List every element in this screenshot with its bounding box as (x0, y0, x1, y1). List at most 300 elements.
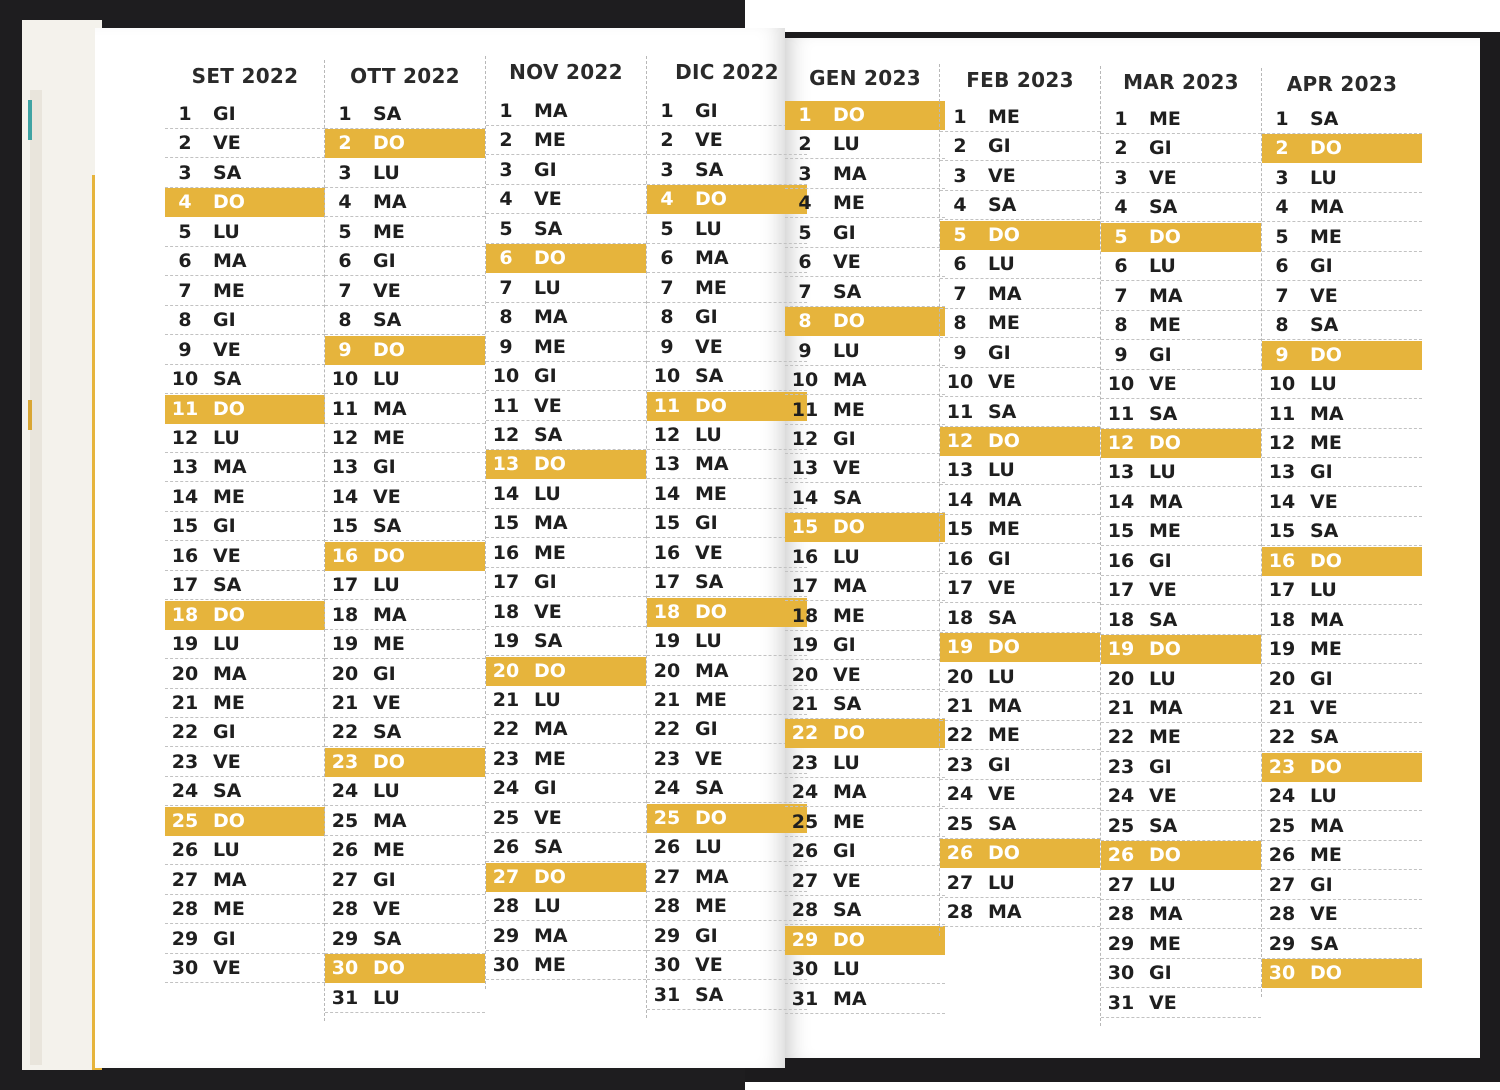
day-number: 30 (1268, 962, 1296, 985)
day-number: 23 (1268, 755, 1296, 778)
day-row (325, 866, 485, 895)
day-row (486, 922, 646, 951)
weekday-abbr: VE (213, 957, 241, 980)
day-row (785, 278, 945, 307)
day-row (165, 306, 325, 335)
weekday-abbr: MA (213, 662, 247, 685)
day-row (1262, 164, 1422, 193)
day-number: 5 (660, 217, 674, 240)
weekday-abbr: DO (534, 453, 566, 476)
day-number: 11 (1107, 402, 1135, 425)
day-number: 4 (178, 191, 192, 214)
day-row (647, 833, 807, 862)
day-row-sunday (1262, 547, 1422, 576)
weekday-abbr: VE (373, 692, 401, 714)
weekday-abbr: SA (213, 161, 242, 184)
day-number: 29 (492, 924, 520, 947)
weekday-abbr: ME (534, 541, 566, 564)
day-number: 26 (331, 839, 359, 862)
day-row (647, 863, 807, 892)
weekday-abbr: LU (1149, 461, 1176, 484)
weekday-abbr: ME (534, 954, 566, 977)
day-row (940, 604, 1100, 633)
weekday-abbr: VE (1149, 785, 1177, 808)
day-row (486, 421, 646, 450)
day-row (1101, 547, 1261, 576)
weekday-abbr: DO (213, 397, 245, 420)
weekday-abbr: ME (988, 724, 1020, 747)
day-number: 31 (653, 983, 681, 1006)
weekday-abbr: SA (695, 777, 724, 800)
day-number: 9 (178, 338, 192, 361)
day-number: 17 (1107, 579, 1135, 602)
day-row (486, 480, 646, 509)
weekday-abbr: SA (1149, 196, 1178, 219)
day-number: 15 (1268, 520, 1296, 543)
weekday-abbr: MA (534, 718, 568, 741)
day-row (785, 955, 945, 984)
day-number: 22 (653, 718, 681, 741)
day-row (940, 869, 1100, 898)
day-number: 19 (331, 633, 359, 656)
day-number: 11 (791, 398, 819, 421)
day-row (165, 542, 325, 571)
day-number: 9 (1114, 343, 1128, 366)
day-row (486, 126, 646, 155)
day-number: 21 (492, 689, 520, 711)
day-row (940, 191, 1100, 220)
weekday-abbr: LU (1310, 166, 1337, 189)
day-row (165, 836, 325, 865)
weekday-abbr: VE (1149, 166, 1177, 189)
weekday-abbr: GI (1310, 873, 1333, 896)
day-row (647, 686, 807, 715)
day-number: 4 (660, 188, 674, 211)
weekday-abbr: VE (988, 371, 1016, 394)
day-number: 9 (953, 341, 967, 364)
weekday-abbr: ME (988, 518, 1020, 541)
day-row (1262, 458, 1422, 487)
day-number: 7 (338, 279, 352, 302)
weekday-abbr: MA (534, 512, 568, 535)
day-number: 29 (171, 927, 199, 950)
weekday-abbr: LU (833, 751, 860, 774)
day-row (1262, 782, 1422, 811)
weekday-abbr: GI (695, 100, 718, 122)
weekday-abbr: LU (213, 220, 240, 243)
day-number: 10 (492, 365, 520, 388)
day-row (1262, 105, 1422, 134)
day-number: 25 (1268, 814, 1296, 837)
day-number: 1 (953, 106, 967, 128)
weekday-abbr: SA (833, 899, 862, 922)
weekday-abbr: GI (988, 135, 1011, 158)
day-row (785, 572, 945, 601)
day-number: 11 (171, 397, 199, 420)
weekday-abbr: MA (1149, 903, 1183, 926)
weekday-abbr: MA (1310, 608, 1344, 631)
day-number: 3 (499, 158, 513, 181)
day-number: 15 (791, 516, 819, 539)
day-row (325, 571, 485, 600)
day-number: 27 (492, 865, 520, 888)
weekday-abbr: ME (213, 279, 245, 302)
day-row (325, 188, 485, 217)
weekday-abbr: LU (373, 574, 400, 597)
day-row (165, 483, 325, 512)
weekday-abbr: LU (695, 630, 722, 653)
day-number: 3 (660, 158, 674, 181)
day-row-sunday (325, 542, 485, 571)
weekday-abbr: GI (213, 309, 236, 332)
day-number: 5 (338, 220, 352, 243)
weekday-abbr: DO (988, 842, 1020, 865)
weekday-abbr: SA (988, 606, 1017, 629)
weekday-abbr: MA (373, 603, 407, 626)
day-row (486, 185, 646, 214)
day-row (940, 132, 1100, 161)
weekday-abbr: VE (695, 954, 723, 977)
weekday-abbr: DO (1149, 844, 1181, 867)
weekday-abbr: MA (1310, 814, 1344, 837)
day-row (1101, 871, 1261, 900)
weekday-abbr: LU (213, 839, 240, 862)
day-number: 2 (499, 129, 513, 152)
day-row (486, 156, 646, 185)
day-number: 15 (946, 518, 974, 541)
day-number: 23 (171, 750, 199, 773)
weekday-abbr: LU (213, 426, 240, 449)
weekday-abbr: ME (373, 220, 405, 243)
day-number: 22 (1268, 726, 1296, 749)
day-number: 22 (1107, 726, 1135, 749)
weekday-abbr: ME (833, 192, 865, 215)
weekday-abbr: SA (1149, 402, 1178, 425)
day-row (1262, 517, 1422, 546)
day-row (1101, 665, 1261, 694)
day-number: 28 (946, 901, 974, 924)
weekday-abbr: SA (373, 309, 402, 332)
day-number: 27 (1107, 873, 1135, 896)
weekday-abbr: MA (833, 369, 867, 392)
day-number: 22 (492, 718, 520, 741)
day-number: 16 (171, 544, 199, 567)
weekday-abbr: ME (988, 312, 1020, 335)
day-row-sunday (1101, 429, 1261, 458)
day-row-sunday (325, 336, 485, 365)
day-number: 16 (946, 547, 974, 570)
day-number: 24 (946, 783, 974, 806)
month-title: APR 2023 (1286, 72, 1398, 96)
day-number: 17 (791, 575, 819, 598)
day-row (647, 539, 807, 568)
weekday-abbr: VE (1310, 490, 1338, 513)
weekday-abbr: SA (695, 365, 724, 388)
day-number: 6 (660, 247, 674, 270)
day-row (325, 365, 485, 394)
day-number: 25 (171, 809, 199, 832)
weekday-abbr: LU (988, 665, 1015, 688)
day-row (165, 866, 325, 895)
day-number: 2 (1275, 137, 1289, 160)
day-number: 1 (660, 100, 674, 122)
day-row (1262, 488, 1422, 517)
day-number: 14 (1107, 490, 1135, 513)
day-row-sunday (1101, 841, 1261, 870)
day-number: 1 (1114, 108, 1128, 130)
weekday-abbr: LU (534, 276, 561, 299)
weekday-abbr: VE (833, 251, 861, 274)
weekday-abbr: GI (1310, 255, 1333, 278)
day-number: 9 (798, 339, 812, 362)
day-number: 25 (331, 809, 359, 832)
day-number: 13 (653, 453, 681, 476)
day-row (940, 574, 1100, 603)
weekday-abbr: SA (1149, 608, 1178, 631)
day-row (647, 509, 807, 538)
weekday-abbr: VE (373, 485, 401, 508)
day-number: 20 (492, 659, 520, 682)
day-number: 22 (946, 724, 974, 747)
weekday-abbr: VE (213, 544, 241, 567)
day-number: 14 (653, 482, 681, 505)
day-row (165, 630, 325, 659)
day-number: 7 (660, 276, 674, 299)
day-number: 6 (499, 247, 513, 270)
day-row-sunday (647, 185, 807, 214)
day-number: 11 (653, 394, 681, 417)
day-number: 13 (492, 453, 520, 476)
weekday-abbr: SA (373, 927, 402, 950)
day-row (325, 159, 485, 188)
weekday-abbr: DO (988, 429, 1020, 452)
weekday-abbr: DO (373, 750, 405, 773)
day-number: 7 (798, 280, 812, 303)
weekday-abbr: SA (1310, 520, 1339, 543)
day-row-sunday (1262, 341, 1422, 370)
day-number: 6 (178, 250, 192, 273)
day-row-sunday (486, 863, 646, 892)
day-row (940, 162, 1100, 191)
weekday-abbr: GI (213, 103, 236, 125)
weekday-abbr: SA (1310, 932, 1339, 955)
day-row (325, 807, 485, 836)
day-number: 7 (178, 279, 192, 302)
day-number: 28 (171, 898, 199, 921)
weekday-abbr: GI (534, 158, 557, 181)
day-number: 29 (791, 928, 819, 951)
day-row (940, 515, 1100, 544)
day-number: 17 (492, 571, 520, 594)
weekday-abbr: SA (373, 721, 402, 744)
day-number: 18 (653, 600, 681, 623)
day-row (1262, 282, 1422, 311)
day-row (1101, 488, 1261, 517)
day-row (647, 657, 807, 686)
weekday-abbr: MA (1149, 284, 1183, 307)
day-number: 4 (953, 194, 967, 217)
day-row (486, 627, 646, 656)
day-row (785, 778, 945, 807)
day-number: 10 (791, 369, 819, 392)
day-row (165, 453, 325, 482)
day-number: 20 (1107, 667, 1135, 690)
day-number: 2 (1114, 137, 1128, 160)
day-row (647, 274, 807, 303)
day-row (325, 984, 485, 1013)
day-row (486, 745, 646, 774)
weekday-abbr: ME (695, 482, 727, 505)
day-row (325, 660, 485, 689)
weekday-abbr: DO (833, 516, 865, 539)
weekday-abbr: SA (988, 194, 1017, 217)
day-row-sunday (486, 450, 646, 479)
weekday-abbr: SA (833, 693, 862, 715)
day-row (1262, 576, 1422, 605)
weekday-abbr: GI (373, 250, 396, 273)
day-row (785, 396, 945, 425)
weekday-abbr: GI (1149, 549, 1172, 572)
day-row (486, 715, 646, 744)
day-number: 31 (791, 987, 819, 1010)
day-number: 29 (331, 927, 359, 950)
day-row (325, 306, 485, 335)
day-row (1262, 723, 1422, 752)
weekday-abbr: GI (833, 840, 856, 863)
day-number: 15 (171, 515, 199, 538)
day-row (647, 745, 807, 774)
day-row (1101, 606, 1261, 635)
weekday-abbr: ME (213, 692, 245, 714)
weekday-abbr: VE (833, 457, 861, 480)
weekday-abbr: ME (1310, 225, 1342, 248)
day-row (486, 892, 646, 921)
weekday-abbr: DO (695, 188, 727, 211)
weekday-abbr: ME (534, 129, 566, 152)
day-number: 10 (331, 368, 359, 391)
weekday-abbr: VE (988, 577, 1016, 600)
day-number: 2 (660, 129, 674, 152)
day-row (1262, 841, 1422, 870)
weekday-abbr: ME (213, 898, 245, 921)
day-number: 11 (492, 394, 520, 417)
day-number: 28 (492, 895, 520, 918)
day-number: 26 (492, 836, 520, 859)
day-row-sunday (325, 748, 485, 777)
day-number: 2 (178, 132, 192, 155)
weekday-abbr: DO (373, 957, 405, 980)
day-row (1101, 517, 1261, 546)
day-row (647, 480, 807, 509)
day-row (785, 661, 945, 690)
day-number: 12 (492, 423, 520, 446)
weekday-abbr: SA (833, 486, 862, 509)
day-row (165, 660, 325, 689)
weekday-abbr: LU (833, 545, 860, 568)
day-number: 2 (798, 133, 812, 156)
day-number: 18 (492, 600, 520, 623)
day-number: 5 (178, 220, 192, 243)
day-number: 14 (171, 485, 199, 508)
day-row (940, 663, 1100, 692)
day-number: 26 (791, 840, 819, 863)
day-number: 18 (1268, 608, 1296, 631)
day-number: 26 (1107, 844, 1135, 867)
weekday-abbr: GI (695, 718, 718, 741)
day-number: 1 (178, 103, 192, 125)
day-row-sunday (165, 395, 325, 424)
day-number: 16 (653, 541, 681, 564)
day-row (1262, 900, 1422, 929)
weekday-abbr: ME (1149, 726, 1181, 749)
day-row (1101, 370, 1261, 399)
day-number: 4 (1275, 196, 1289, 219)
weekday-abbr: MA (1149, 490, 1183, 513)
day-row (940, 751, 1100, 780)
day-row (647, 97, 807, 126)
day-number: 1 (338, 103, 352, 125)
day-row (165, 512, 325, 541)
day-row (325, 718, 485, 747)
day-row (940, 103, 1100, 132)
day-number: 6 (953, 253, 967, 276)
weekday-abbr: ME (1310, 431, 1342, 454)
day-number: 19 (171, 633, 199, 656)
day-row (1101, 252, 1261, 281)
weekday-abbr: DO (833, 722, 865, 745)
day-row (325, 689, 485, 718)
day-row (165, 689, 325, 718)
weekday-abbr: MA (534, 100, 568, 122)
weekday-abbr: MA (988, 488, 1022, 511)
day-number: 13 (171, 456, 199, 479)
day-number: 30 (791, 958, 819, 981)
day-number: 30 (492, 954, 520, 977)
day-row (940, 280, 1100, 309)
weekday-abbr: VE (213, 338, 241, 361)
weekday-abbr: LU (988, 459, 1015, 482)
weekday-abbr: GI (373, 456, 396, 479)
weekday-abbr: DO (213, 603, 245, 626)
day-number: 22 (791, 722, 819, 745)
day-number: 19 (1268, 638, 1296, 661)
day-number: 27 (653, 865, 681, 888)
day-number: 29 (1107, 932, 1135, 955)
month-title: FEB 2023 (966, 68, 1074, 92)
day-number: 8 (660, 306, 674, 329)
weekday-abbr: DO (1149, 225, 1181, 248)
weekday-abbr: SA (373, 103, 402, 125)
day-row (486, 333, 646, 362)
day-row (647, 303, 807, 332)
weekday-abbr: SA (1310, 108, 1339, 130)
day-number: 10 (653, 365, 681, 388)
day-number: 14 (492, 482, 520, 505)
weekday-abbr: GI (695, 924, 718, 947)
weekday-abbr: LU (988, 253, 1015, 276)
day-row (486, 274, 646, 303)
day-row (1101, 134, 1261, 163)
weekday-abbr: MA (213, 868, 247, 891)
day-row (647, 421, 807, 450)
day-row (325, 512, 485, 541)
day-row-sunday (325, 129, 485, 158)
weekday-abbr: LU (213, 633, 240, 656)
day-number: 5 (1275, 225, 1289, 248)
day-number: 24 (492, 777, 520, 800)
day-number: 12 (1107, 431, 1135, 454)
weekday-abbr: LU (1310, 785, 1337, 808)
